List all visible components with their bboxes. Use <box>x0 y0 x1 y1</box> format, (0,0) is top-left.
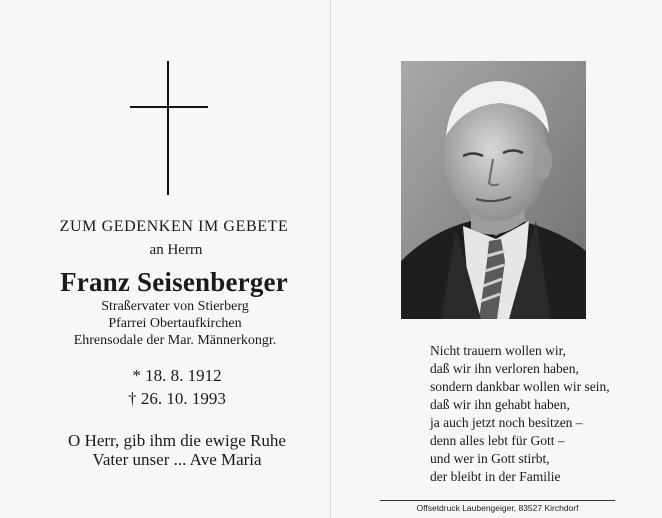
prayer-line: O Herr, gib ihm die ewige Ruhe <box>68 431 286 450</box>
printer-credit: Offsetdruck Laubengeiger, 83527 Kirchdorf <box>416 503 579 513</box>
memorial-poem <box>430 342 630 486</box>
deceased-name: Franz Seisenberger <box>60 267 288 297</box>
poem-line: Nicht trauern wollen wir, <box>430 343 566 358</box>
poem-line: sondern dankbar wollen wir sein, <box>430 379 610 394</box>
death-date: † 26. 10. 1993 <box>128 389 226 408</box>
role-line: Pfarrei Obertaufkirchen <box>108 316 242 331</box>
cross-icon <box>167 61 169 195</box>
role-line: Ehrensodale der Mar. Männerkongr. <box>73 333 277 348</box>
salutation: an Herrn <box>149 242 203 258</box>
birth-date: * 18. 8. 1912 <box>132 366 222 385</box>
portrait-image <box>401 61 586 319</box>
card-fold <box>330 0 331 518</box>
poem-line: ja auch jetzt noch besitzen – <box>430 415 583 430</box>
poem-line: der bleibt in der Familie <box>430 469 561 484</box>
role-line: Straßervater von Stierberg <box>101 299 249 314</box>
left-panel <box>0 0 330 518</box>
portrait-photo <box>401 61 586 319</box>
poem-line: denn alles lebt für Gott – <box>430 433 565 448</box>
poem-line: daß wir ihn verloren haben, <box>430 361 579 376</box>
poem-line: und wer in Gott stirbt, <box>430 451 550 466</box>
poem-line: daß wir ihn gehabt haben, <box>430 397 570 412</box>
memorial-heading: ZUM GEDENKEN IM GEBETE <box>59 218 289 235</box>
printer-divider <box>380 500 615 501</box>
prayer-line: Vater unser ... Ave Maria <box>92 450 262 469</box>
cross-icon-bar <box>130 106 208 108</box>
